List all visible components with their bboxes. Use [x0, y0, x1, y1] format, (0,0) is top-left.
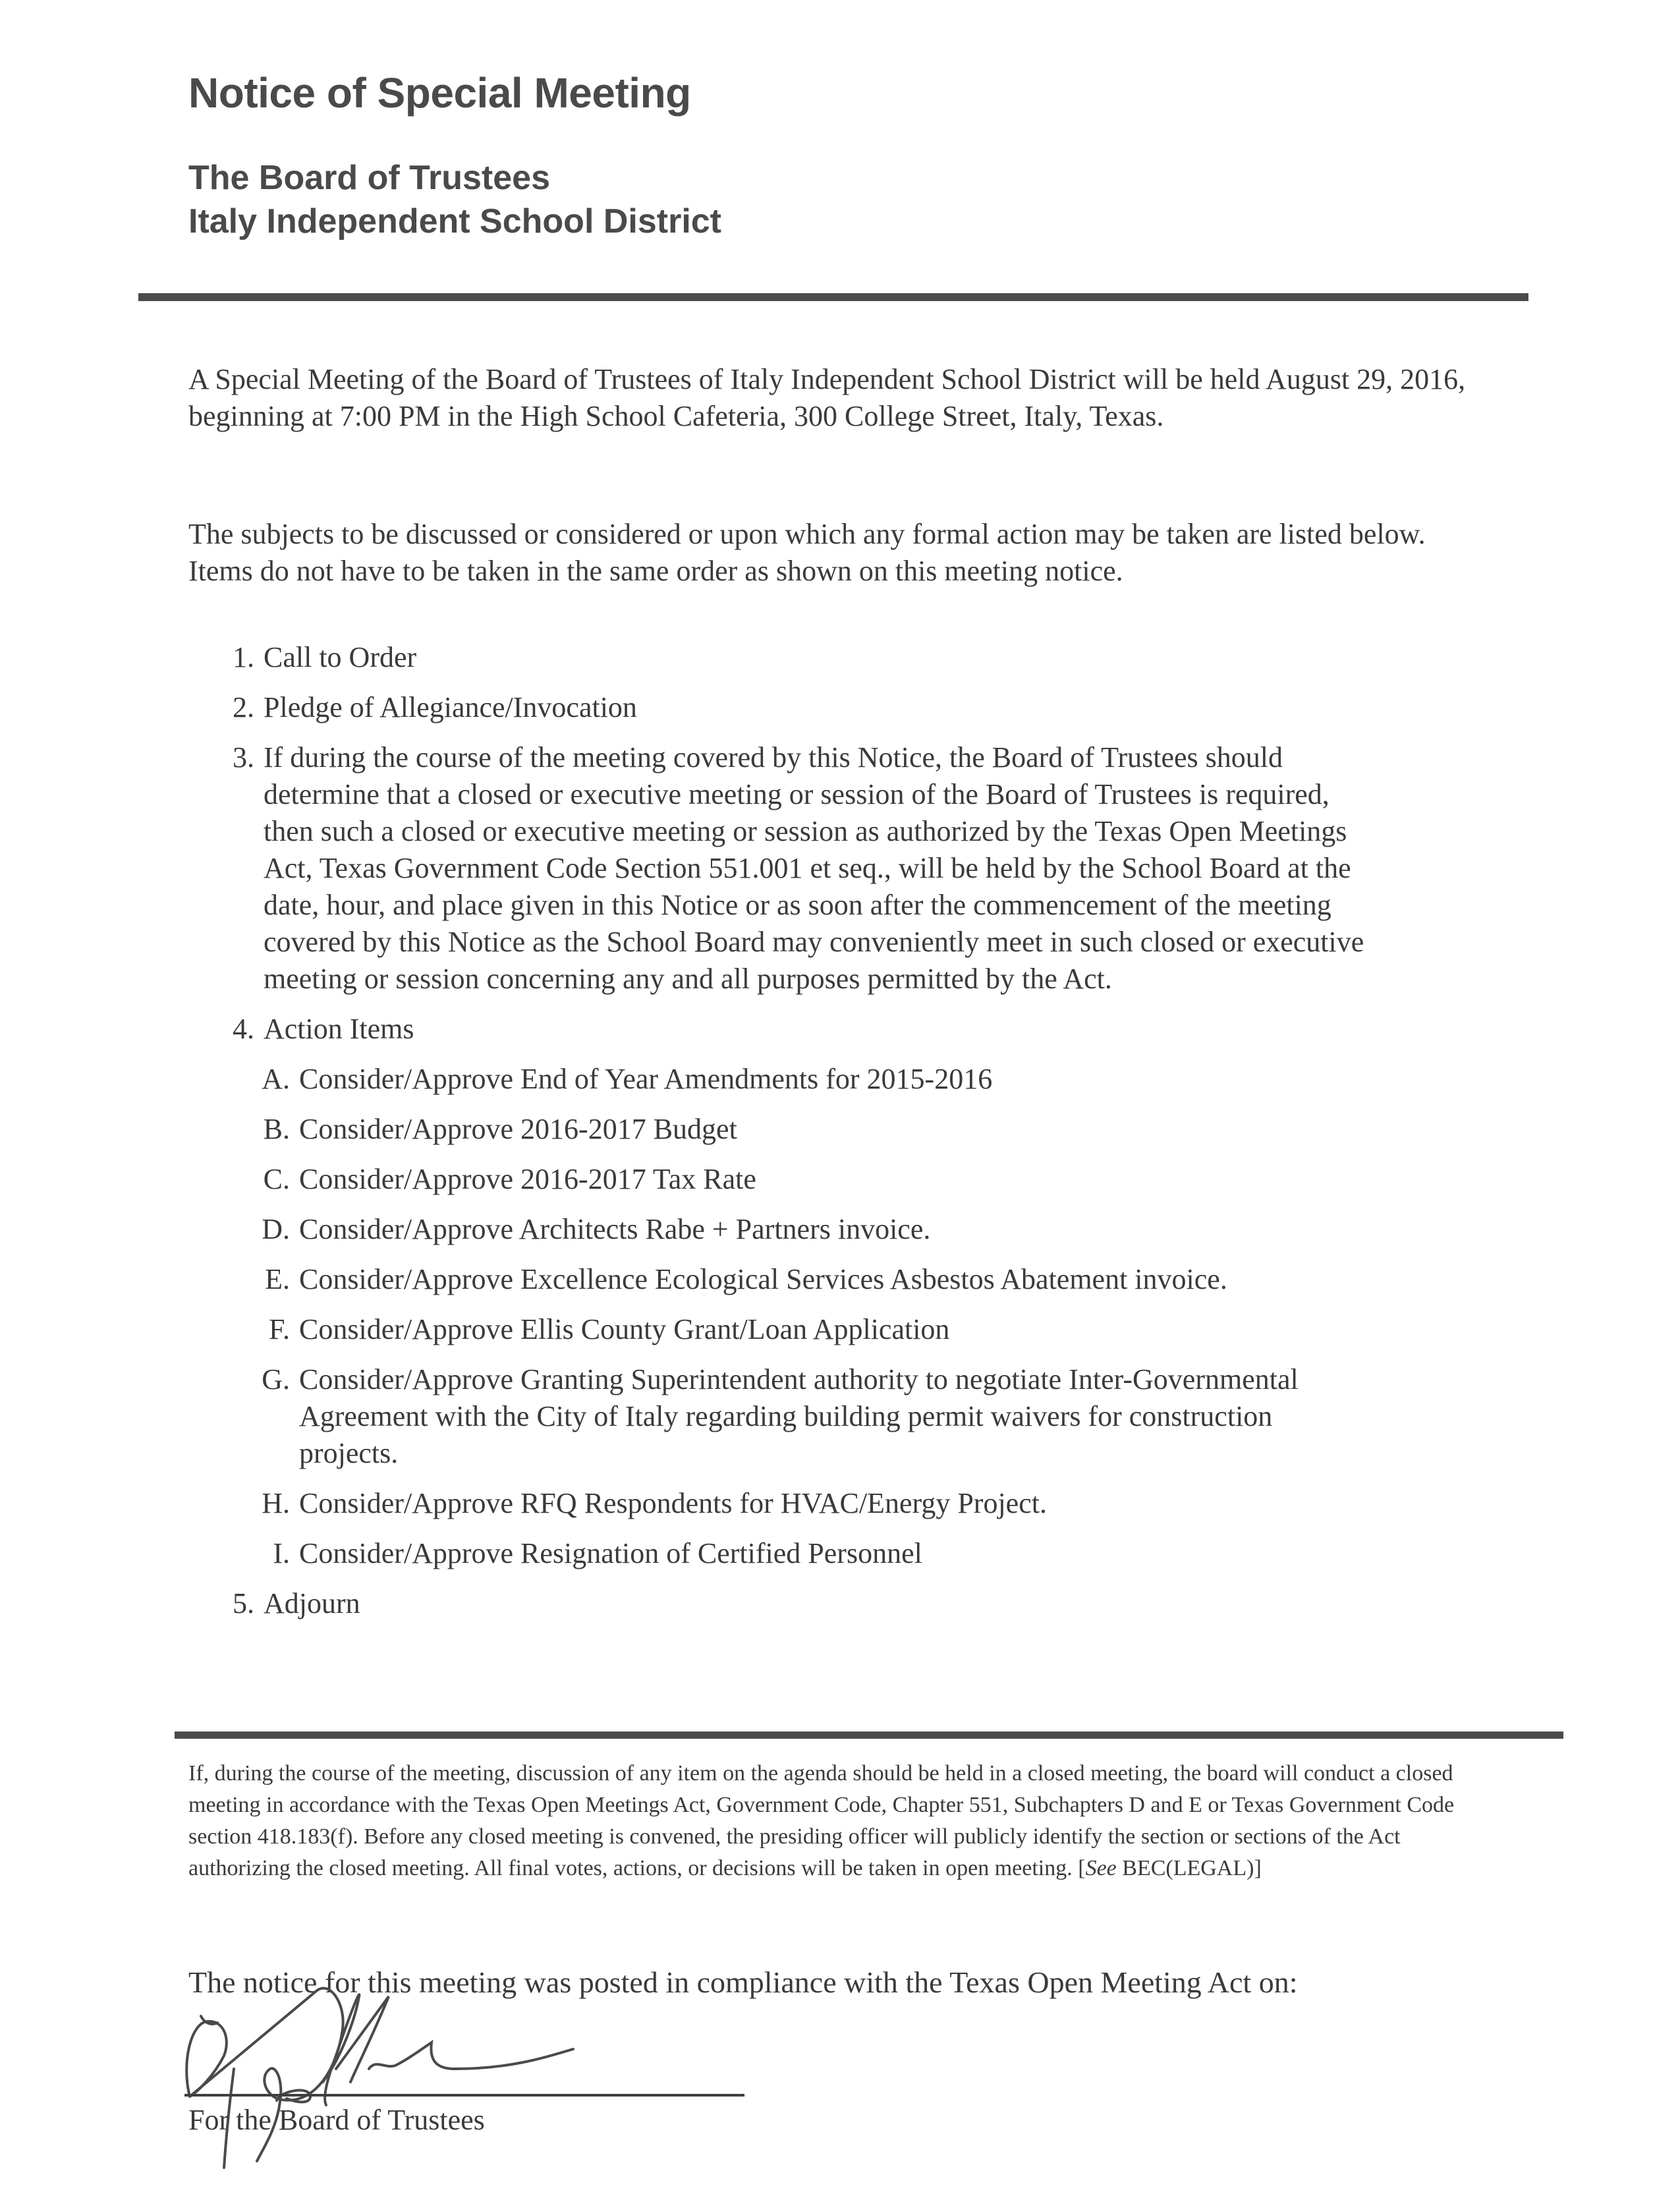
action-item	[232, 1061, 1440, 1098]
district-name: Italy Independent School District	[188, 202, 721, 240]
agenda-item	[188, 739, 1440, 998]
action-item-text: Consider/Approve Resignation of Certified Personnel	[299, 1537, 922, 1569]
action-item-letter: B.	[263, 1113, 290, 1145]
agenda-item-text: Adjourn	[264, 1587, 360, 1619]
action-item-text: Consider/Approve Granting Superintendent authority to negotiate Inter-Governmental Agreement with the City of Italy regarding building permit waivers for construction projects.	[299, 1363, 1299, 1469]
page-title: Notice of Special Meeting	[188, 69, 691, 117]
action-item-text: Consider/Approve Ellis County Grant/Loan Application	[299, 1313, 950, 1345]
action-item-letter: C.	[263, 1163, 290, 1195]
subjects-paragraph: The subjects to be discussed or considered or upon which any formal action may be taken are listed below. Items do not have to be taken in the same order as shown on this meeting notice.	[188, 518, 1426, 587]
header-divider	[138, 293, 1528, 301]
action-item-text: Consider/Approve Architects Rabe + Partners invoice.	[299, 1213, 931, 1245]
action-item-letter: D.	[262, 1213, 290, 1245]
legal-reference-see: See	[1085, 1856, 1117, 1880]
board-name: The Board of Trustees	[188, 159, 550, 197]
meeting-details-paragraph: A Special Meeting of the Board of Trustees of Italy Independent School District will be held August 29, 2016, beginning at 7:00 PM in the High School Cafeteria, 300 College Street, Italy, Texas.	[188, 363, 1466, 432]
agenda-item	[188, 1011, 1440, 1048]
action-item	[232, 1535, 1440, 1572]
agenda-item-number: 4.	[233, 1013, 254, 1045]
action-item	[232, 1361, 1440, 1472]
legal-reference-open: [	[1078, 1856, 1086, 1880]
action-item-letter: I.	[273, 1537, 290, 1569]
action-item	[232, 1485, 1440, 1522]
action-item	[232, 1161, 1440, 1198]
action-item-letter: H.	[262, 1487, 290, 1519]
action-item-letter: G.	[262, 1363, 290, 1395]
agenda-item-text: Pledge of Allegiance/Invocation	[264, 691, 637, 723]
agenda-item	[188, 639, 1440, 676]
legal-reference-code: BEC(LEGAL)]	[1116, 1856, 1262, 1880]
agenda-item-number: 3.	[233, 741, 254, 774]
legal-notice-text: If, during the course of the meeting, discussion of any item on the agenda should be held in a closed meeting, the board will conduct a closed meeting in accordance with the Texas Open Meetings Act, Government Code, Chapter 551, Subchapters D and E or Texas Government Code section 418.183(f). Before any closed meeting is convened, the presiding officer will publicly identify the section or sections of the Act authorizing the closed meeting. All final votes, actions, or decisions will be taken in open meeting.	[188, 1761, 1455, 1880]
action-item-letter: F.	[269, 1313, 290, 1345]
agenda-item-text: If during the course of the meeting covered by this Notice, the Board of Trustees should determine that a closed or executive meeting or session of the Board of Trustees is required, then such a closed or executive meeting or session as authorized by the Texas Open Meetings Act, Texas Government Code Section 551.001 et seq., will be held by the School Board at the date, hour, and place given in this Notice or as soon after the commencement of the meeting covered by this Notice as the School Board may conveniently meet in such closed or executive meeting or session concerning any and all purposes permitted by the Act.	[264, 741, 1364, 995]
action-item-text: Consider/Approve End of Year Amendments for 2015-2016	[299, 1063, 993, 1095]
agenda-item	[188, 689, 1440, 726]
agenda-item-number: 5.	[233, 1587, 254, 1619]
action-item-text: Consider/Approve RFQ Respondents for HVAC/Energy Project.	[299, 1487, 1047, 1519]
agenda-item-text: Call to Order	[264, 641, 417, 673]
agenda-item	[188, 1585, 1440, 1622]
agenda-list	[188, 639, 1440, 1635]
action-item	[232, 1261, 1440, 1298]
posting-statement: The notice for this meeting was posted in compliance with the Texas Open Meeting Act on:	[188, 1965, 1298, 1999]
action-item-text: Consider/Approve Excellence Ecological Services Asbestos Abatement invoice.	[299, 1263, 1227, 1295]
action-items-list	[232, 1061, 1440, 1572]
closed-meeting-legal-notice	[188, 1758, 1467, 1884]
signature-label: For the Board of Trustees	[188, 2104, 485, 2136]
action-item-text: Consider/Approve 2016-2017 Tax Rate	[299, 1163, 756, 1195]
action-item-letter: E.	[265, 1263, 290, 1295]
signature-icon	[178, 1977, 903, 2187]
agenda-item-text: Action Items	[264, 1013, 414, 1045]
signature-line	[184, 2094, 744, 2097]
action-item	[232, 1111, 1440, 1148]
footer-divider	[175, 1731, 1563, 1739]
action-item-text: Consider/Approve 2016-2017 Budget	[299, 1113, 737, 1145]
action-item	[232, 1211, 1440, 1248]
action-item-letter: A.	[262, 1063, 290, 1095]
agenda-item-number: 2.	[233, 691, 254, 723]
action-item	[232, 1311, 1440, 1348]
agenda-item-number: 1.	[233, 641, 254, 673]
